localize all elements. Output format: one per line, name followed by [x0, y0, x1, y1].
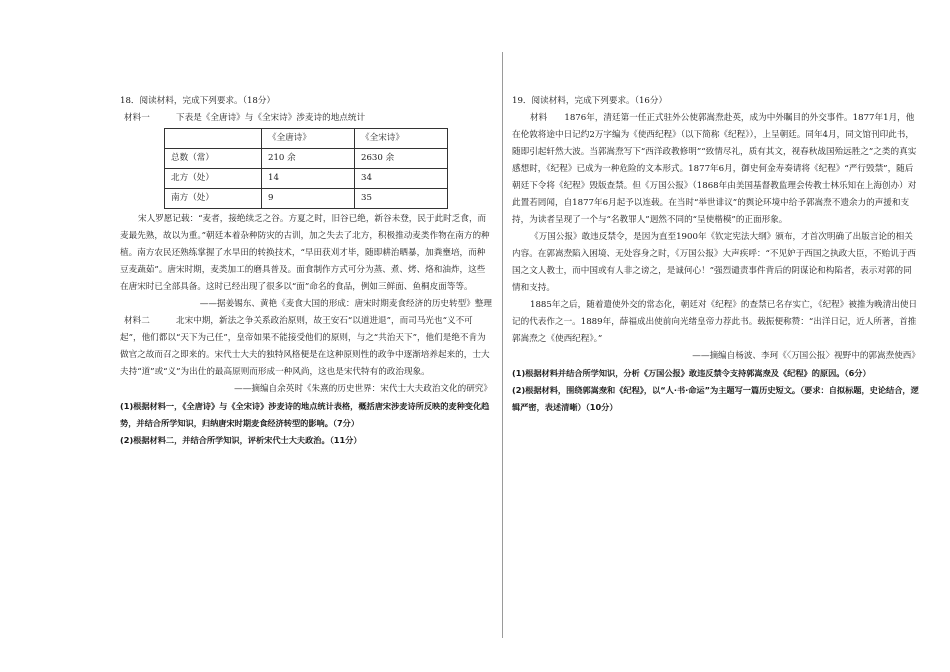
table-row	[165, 169, 448, 189]
table-cell: 南方（处）	[165, 189, 262, 209]
table-cell: 34	[355, 169, 448, 189]
q19-paragraph-2: 《万国公报》敢违反禁令，是因为直至1900年《钦定宪法大纲》颁布，才首次明确了出版言论的相关内容。在郭嵩焘陷入困境、无处容身之时，《万国公报》大声疾呼：“不见妒于西国之执政大臣，不贻讥于西国之文人教士，而中国或有人非之谤之，是诚何心！”强烈谴责事件背后的阴谋论和构陷者，表示对郭的同情和支持。	[512, 232, 917, 293]
q19-subquestion-2: (2)根据材料，围绕郭嵩焘和《纪程》，以“人·书·命运”为主题写一篇历史短文。（要求：自拟标题，史论结合，逻辑严密，表述清晰）（10分）	[512, 385, 919, 412]
q18-subquestion-1: (1)根据材料一，《全唐诗》与《全宋诗》涉麦诗的地点统计表格，概括唐宋涉麦诗所反映的麦种变化趋势，并结合所学知识，归纳唐宋时期麦食经济转型的影响。（7分）	[120, 401, 490, 428]
column-divider	[502, 52, 503, 638]
table-cell: 北方（处）	[165, 169, 262, 189]
material-1-intro	[120, 110, 492, 127]
material-1-caption: 下表是《全唐诗》与《全宋诗》涉麦诗的地点统计	[176, 113, 366, 123]
q19-material: 材料 1876年，清廷第一任正式驻外公使郭嵩焘赴英，成为中外瞩目的外交事件。1877年1月，他在伦敦将途中日记约2万字编为《使西纪程》（以下简称《纪程》），上呈朝廷。同年4月，同文馆刊印此书，随即引起轩然大波。当郭嵩焘写下“西洋政教修明”“致情尽礼，质有其文，视春秋战国殆远胜之”之类的真实感想时，《纪程》已成为一种危险的文本形式。1877年6月，御史何金寿奏请将《纪程》“严行毁禁”，随后朝廷下令将《纪程》毁版查禁。但《万国公报》（1868年由美国基督教监理会传教士林乐知在上海创办）对此置若罔闻，自1877年6月起予以连载。在当时“举世诽议”的舆论环境中给予郭嵩焘不遗余力的声援和支持，为读者呈现了一个与“名教罪人”迥然不同的“呈使楷模”的正面形象。	[512, 113, 917, 225]
q19-subquestion-1: (1)根据材料并结合所学知识，分析《万国公报》敢违反禁令支持郭嵩焘及《纪程》的原因。（6分）	[512, 368, 871, 378]
material-2-text: 北宋中期，新法之争关系政治原则，故王安石“以道进退”，而司马光也“义不可起”，他们都以“天下为己任”，皇帝如果不能接受他们的原则，与之“共治天下”，他们是绝不肯为做官之故而召之即来的。宋代士大夫的独特风格便是在这种原则性的政争中逐渐培养起来的，士大夫持“道”或“义”为出仕的最高原则而形成一种风尚，这也是宋代特有的政治现象。	[120, 316, 490, 377]
table-cell: 2630 余	[355, 149, 448, 169]
table-row	[165, 149, 448, 169]
table-cell: 9	[262, 189, 355, 209]
table-cell: 总数（常）	[165, 149, 262, 169]
q18-heading: 18．阅读材料，完成下列要求。（18分）	[120, 96, 276, 106]
question-18	[120, 93, 492, 449]
material-1-text: 宋人罗愿记载：“麦者，接绝续乏之谷。方夏之时，旧谷已绝，新谷未登，民于此时乏食，而麦最先熟，故以为重。”朝廷本着杂种防灾的古训，加之失去了北方，积极推动麦类作物在南方的种植。南方农民还熟练掌握了水旱田的转换技术，“早田获刈才毕，随即耕治晒暴，加粪壅培，而种豆麦蔬茹”。唐宋时期，麦类加工的磨具普及。面食制作方式可分为蒸、煮、烤、烙和油炸，这些在唐宋时已全部具备。这时已经出现了很多以“面”命名的食品，例如三鲜面、鱼桐皮面等等。	[120, 214, 490, 292]
table-row	[165, 129, 448, 149]
material-2-label: 材料二	[124, 316, 150, 326]
q19-paragraph-3: 1885年之后，随着遣使外交的常态化，朝廷对《纪程》的查禁已名存实亡，《纪程》被推为晚清出使日记的代表作之一。1889年，薛福成出使前向光绪皇帝力荐此书。载振便称赞：“出洋日记，近人所著，首推郭嵩焘之《使西纪程》。”	[512, 300, 918, 344]
q18-subquestion-2: (2)根据材料二，并结合所学知识，评析宋代士大夫政治。（11分）	[120, 435, 362, 445]
material-1-source: ——据姜锡东、黄艳《麦食大国的形成：唐宋时期麦食经济的历史转型》整理	[199, 299, 492, 309]
material-2-source: ——摘编自余英时《朱熹的历史世界：宋代士大夫政治文化的研究》	[234, 384, 492, 394]
table-cell: 210 余	[262, 149, 355, 169]
q19-heading: 19．阅读材料，完成下列要求。（16分）	[512, 96, 668, 106]
table-cell: 《全唐诗》	[262, 129, 355, 149]
table-cell: 14	[262, 169, 355, 189]
table-cell: 35	[355, 189, 448, 209]
q19-source: ——摘编自杨波、李珂《〈万国公报〉视野中的郭嵩焘使西》	[692, 351, 920, 361]
material-1-label: 材料一	[124, 113, 150, 123]
table-cell	[165, 129, 262, 149]
table-row	[165, 189, 448, 209]
table-cell: 《全宋诗》	[355, 129, 448, 149]
poem-stats-table	[164, 128, 448, 209]
question-19	[512, 93, 920, 416]
